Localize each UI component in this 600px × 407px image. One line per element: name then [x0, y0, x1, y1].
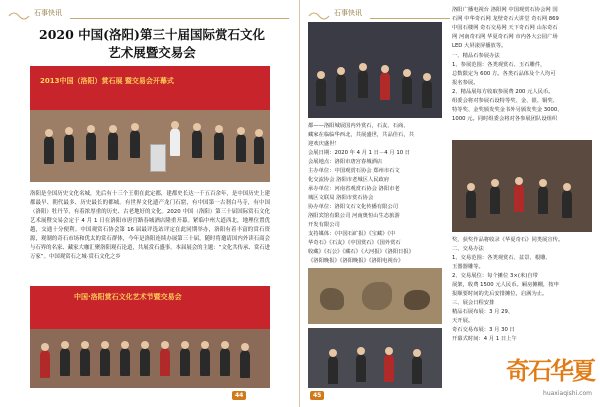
article-title: [22, 26, 282, 62]
text-line: 组委会将对参展石设特等奖、金、银、铜奖、: [452, 98, 558, 104]
running-header-label: 石事快讯: [334, 9, 362, 17]
text-line: 三、展会日程安排: [452, 300, 495, 306]
guest-figure: [108, 132, 118, 160]
text-line: 1、交易范围：各类观赏石、盆景、根雕、: [452, 255, 551, 261]
guest-figure: [254, 136, 264, 164]
guest-figure: [80, 348, 90, 376]
text-line: 2、交易展位：每个摊位 3×(米)自带: [452, 273, 538, 279]
ceremony-banner-text: 2013中国（洛阳）赏石展 暨交易会开幕式: [40, 77, 174, 85]
decor-flourish-icon: [8, 10, 30, 22]
guest-figure: [192, 130, 202, 158]
festival-banner-text: 中国·洛阳赏石文化艺术节暨交易会: [74, 293, 182, 301]
attendee-figure: [316, 78, 326, 106]
text-line: 承办单位：河南省观赏石协会 洛阳市老: [308, 186, 400, 192]
award-photo: [308, 328, 442, 388]
text-line: 《洛阳晚报》《洛阳晚报》《洛阳电视台》: [308, 258, 404, 264]
guest-figure: [40, 350, 50, 378]
text-line: 报顺要时间的先后安排摊位，启满为止。: [452, 291, 548, 297]
page-number: 45: [310, 391, 324, 400]
text-line: 网 河南奇石网 华夏奇石网 市内各大公园广场: [452, 34, 558, 40]
text-line: 奇石交易布展：3 月 30 日: [452, 327, 515, 333]
text-line: 1000 元。同时组委会将对各参展团队设组织: [452, 116, 558, 122]
text-line: 化交流协会 洛阳市老城区人民政府: [308, 177, 390, 183]
attendee-figure: [514, 184, 524, 212]
title-line-2: 艺术展暨交易会: [108, 45, 196, 60]
seminar-photo: [308, 22, 442, 118]
text-line: 支持媒体：《中国石矿报》《宝藏》《中: [308, 231, 396, 237]
guest-figure: [220, 348, 230, 376]
guest-figure: [200, 348, 210, 376]
text-line: 2、精品展每方收取参展费 200 元人民币。: [452, 89, 554, 95]
text-line: 迎欢庆盛世！: [308, 141, 340, 147]
text-line: 洛阳广播电视台 洛阳网 中国观赏石协会网 国: [452, 7, 558, 13]
festival-banner: [30, 286, 270, 329]
guest-figure: [160, 348, 170, 376]
right-page: [300, 0, 600, 407]
right-column-left-text: [308, 122, 442, 266]
attendee-figure: [358, 70, 368, 98]
text-line: 天开展。: [452, 318, 474, 324]
attendee-figure: [422, 80, 432, 108]
article-paragraph: 洛阳是全国历史文化名城，先后有十三个王朝在此定都，建都史长达一千五百余年，是中国历史上建都最早、朝代最多、历史最长的都城。有世界文化遗产龙门石窟，有中国第一古刹白马寺，有中国（洛阳）牡丹节，有着浓厚重的历史、古老地好的文化。2020 中国（洛阳）第三十届国际赏石文化艺术展暨交易会定于 4 月 1 日在洛阳市唐宫路春城酒店隆重开幕。紧临中州大道西北，地理位置优越，交通十分便利。中国观赏石协会第 16 届最评选站评定在此同期举办，洛阳有着丰富的赏石资源，观制的奇石市场和优太的赏石群体，今年是洛阳连续办展第三十届，随时将邀请国内外读石商会与石界的名家、藏家大咖汇聚洛阳观石论道，共展赏石盛事。本届展会的主题：“文化共传承、赏石进万家”。中国观赏石之城·赏石文化之乡: [30, 191, 270, 260]
festival-ceremony-photo: [30, 286, 270, 388]
text-line: 玉器器雕等。: [452, 264, 484, 270]
exhibition-hall-photo: [452, 140, 592, 232]
guest-figure: [236, 134, 246, 162]
text-line: 会展地点：洛阳市唐宫春城酒店: [308, 159, 383, 165]
guest-figure: [240, 350, 250, 378]
guest-figure: [86, 132, 96, 160]
attendee-figure: [380, 72, 390, 100]
right-column-right-text-lower: [452, 236, 592, 344]
text-line: 总数限定为 600 方。各类石品体及个人均可: [452, 71, 556, 77]
attendee-figure: [402, 76, 412, 104]
ceremony-banner: [30, 66, 270, 110]
guest-figure: [120, 348, 130, 376]
text-line: 精品石展布展：3 月 29、: [452, 309, 514, 315]
title-line-1: 2020 中国(洛阳)第三十届国际赏石文化: [39, 27, 265, 42]
speaker-figure: [170, 128, 180, 156]
text-line: 中国石楼网 奇石交易网 天下奇石网 山东奇石: [452, 25, 558, 31]
text-line: 都——洛阳城展国内外赏石，石友、石商、: [308, 123, 409, 129]
text-line: 藏家在临临华西北，共展盛世，共品佳石，共: [308, 132, 414, 138]
text-line: 1、参展范围：各类观赏石、玉石雕件，: [452, 62, 546, 68]
attendee-figure: [356, 354, 366, 382]
stone-specimen: [404, 290, 430, 310]
header-rule: [70, 18, 289, 19]
header-rule: [370, 18, 450, 19]
attendee-figure: [466, 190, 476, 218]
text-line: 报名参展。: [452, 80, 479, 86]
text-line: 展架，收费 1500 元人民币。厢房摊棚，按申: [452, 282, 559, 288]
opening-ceremony-photo: [30, 66, 270, 182]
text-line: 石网 中华奇石网 龙壁奇石大讲堂 奇石网 869: [452, 16, 559, 22]
text-line: 收藏》《石公》《藏石》《大河报》《洛阳日报》: [308, 249, 414, 255]
text-line: 协办单位：洛阳文石文化传播有限公司: [308, 204, 399, 210]
guest-figure: [44, 136, 54, 164]
text-line: 一、精品石参展办法: [452, 53, 500, 59]
text-line: 开发有限公司: [308, 222, 340, 228]
speaker-podium: [150, 144, 166, 172]
right-column-right-text-cont: [452, 52, 592, 124]
attendee-figure: [336, 74, 346, 102]
attendee-figure: [328, 356, 338, 384]
left-running-header: [0, 8, 299, 20]
running-header-label: 石事快讯: [34, 9, 62, 17]
stone-specimen: [320, 288, 344, 310]
guest-figure: [140, 348, 150, 376]
guest-figure: [214, 132, 224, 160]
guest-figure: [130, 130, 140, 158]
stone-specimen: [362, 282, 392, 310]
text-line: 城区文联局 洛阳市赏石协会: [308, 195, 374, 201]
guest-figure: [64, 134, 74, 162]
text-line: 二、交易办法: [452, 246, 484, 252]
watermark-chars: 奇石华夏: [506, 356, 594, 385]
attendee-figure: [562, 190, 572, 218]
right-column-right-text: [452, 6, 592, 51]
stone-exhibit-photo: [308, 268, 442, 324]
guest-figure: [60, 348, 70, 376]
text-line: 洛阳宾馆有限公司 河南奥恒山生态旅游: [308, 213, 400, 219]
text-line: 会展日期：2020 年 4 月 1 日－4 月 10 日: [308, 150, 411, 156]
guest-figure: [180, 348, 190, 376]
guest-figure: [100, 348, 110, 376]
text-line: 主办单位：中国观赏石协会 郑州市石文: [308, 168, 400, 174]
page-number: 44: [232, 391, 246, 400]
attendee-figure: [538, 186, 548, 214]
text-line: 华奇石》《石友》《中国赏石》《国外赏石: [308, 240, 401, 246]
site-watermark-logo: [506, 339, 596, 401]
attendee-figure: [412, 356, 422, 384]
text-line: LED 大屏滚屏播放等。: [452, 43, 507, 49]
text-line: 特等奖、金奖颁发奖金书外另颁发奖金 3000、: [452, 107, 563, 113]
attendee-figure: [384, 354, 394, 382]
text-line: 奖，获奖作品将收录《华夏奇石》同类展宣传。: [452, 237, 564, 243]
decor-flourish-icon: [308, 10, 330, 22]
text-line: 开幕式时间：4 月 1 日上午: [452, 336, 517, 342]
attendee-figure: [490, 186, 500, 214]
watermark-url: huaxiaqishi.com: [543, 390, 592, 397]
